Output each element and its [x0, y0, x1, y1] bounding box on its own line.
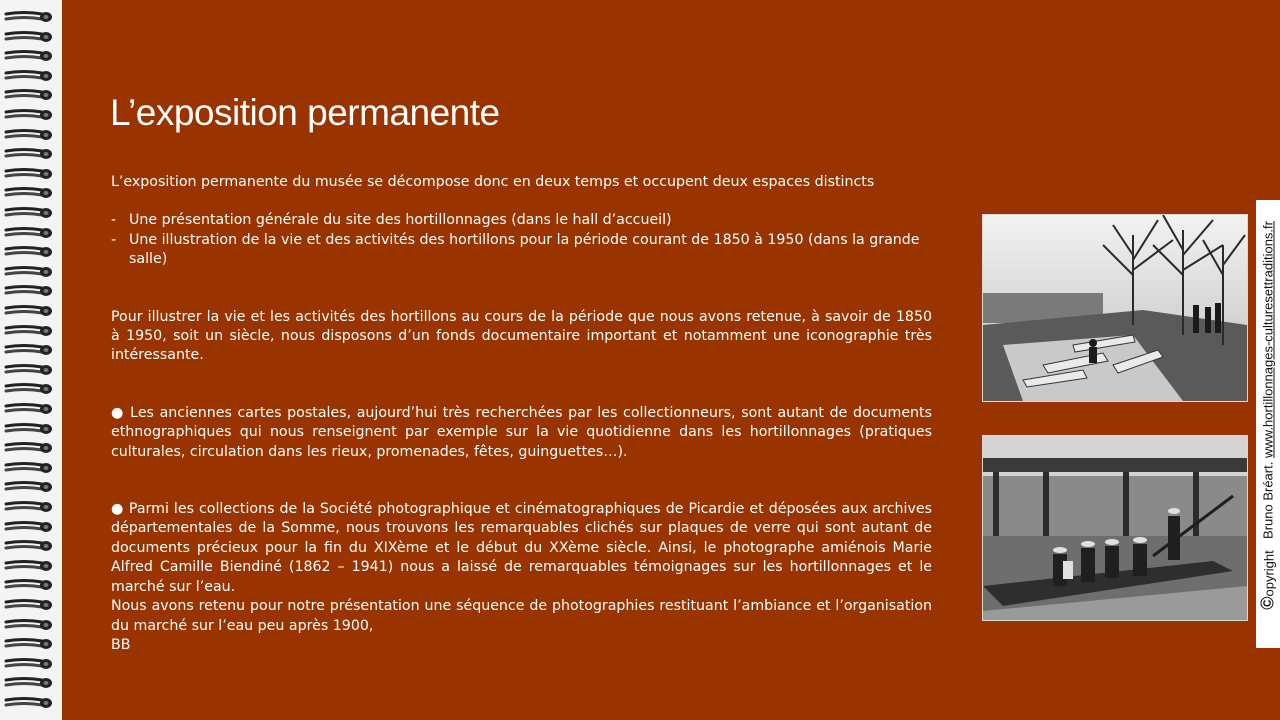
binding-ring [4, 88, 54, 102]
binding-ring [4, 500, 54, 514]
paragraph-selection: Nous avons retenu pour notre présentation une séquence de photographies restituant l’ambiance et l’organisation du marché sur l’eau peu après 1900, [111, 598, 932, 634]
binding-ring [4, 598, 54, 612]
binding-ring [4, 539, 54, 553]
binding-ring [4, 578, 54, 592]
binding-ring [4, 637, 54, 651]
binding-ring [4, 559, 54, 573]
spiral-binding [0, 0, 62, 720]
binding-ring [4, 363, 54, 377]
photo-boats-canal [982, 214, 1248, 402]
binding-ring [4, 480, 54, 494]
credit-website-link[interactable]: www.hortillonnages-culturesettraditions.fr [1260, 221, 1276, 459]
list-item [111, 231, 932, 270]
photo-men-in-boat [982, 435, 1248, 621]
binding-ring [4, 402, 54, 416]
binding-ring [4, 422, 54, 436]
slide-body [111, 173, 932, 655]
credit-author: Bruno Bréart. [1260, 461, 1276, 539]
bullet-marker: - [111, 231, 117, 248]
binding-ring [4, 676, 54, 690]
binding-ring [4, 30, 54, 44]
author-signature: BB [111, 636, 131, 653]
binding-ring [4, 520, 54, 534]
binding-ring [4, 441, 54, 455]
copyright-text: opyright [1261, 550, 1277, 597]
binding-ring [4, 147, 54, 161]
binding-ring [4, 167, 54, 181]
binding-ring [4, 108, 54, 122]
bullet-text: Une illustration de la vie et des activités des hortillons pour la période courant de 1850 à 1950 (dans la grande salle) [129, 231, 920, 268]
slide-title: L’exposition permanente [110, 92, 500, 133]
binding-ring [4, 10, 54, 24]
binding-ring [4, 206, 54, 220]
binding-ring [4, 69, 54, 83]
paragraph-postcards: ● Les anciennes cartes postales, aujourd’hui très recherchées par les collectionneurs, sont autant de documents ethnographiques qui nous renseignent par exemple sur la vie quotidienne dans les hortillonnages (pratiques culturales, circulation dans les rieux, promenades, fêtes, guinguettes…). [111, 404, 932, 460]
copyright-icon: © [1257, 596, 1278, 610]
bullet-marker: - [111, 212, 117, 229]
copyright-label [1258, 550, 1279, 610]
binding-ring [4, 657, 54, 671]
binding-ring [4, 618, 54, 632]
binding-ring [4, 265, 54, 279]
binding-ring [4, 461, 54, 475]
binding-ring [4, 245, 54, 259]
binding-ring [4, 128, 54, 142]
photo-credit [1261, 221, 1276, 539]
binding-ring [4, 324, 54, 338]
list-item [111, 211, 932, 230]
bullet-list [111, 211, 932, 269]
binding-ring [4, 186, 54, 200]
paragraph-period: Pour illustrer la vie et les activités des hortillons au cours de la période que nous avons retenue, à savoir de 1850 à 1950, soit un siècle, nous disposons d’un fonds documentaire important et notamment une iconographie très intéressante. [111, 308, 932, 364]
intro-paragraph: L’exposition permanente du musée se décompose donc en deux temps et occupent deux espaces distincts [111, 174, 875, 190]
paragraph-collections: ● Parmi les collections de la Société photographique et cinématographiques de Picardie et déposées aux archives départementales de la Somme, nous trouvons les remarquables clichés sur plaques de verre qui sont autant de documents précieux pour la fin du XIXème et le début du XXème siècle. Ainsi, le photographe amiénois Marie Alfred Camille Biendiné (1862 – 1941) nous a laissé de remarquables témoignages sur les hortillonnages et le marché sur l’eau. [111, 501, 932, 595]
binding-ring [4, 226, 54, 240]
binding-ring [4, 343, 54, 357]
binding-ring [4, 382, 54, 396]
binding-ring [4, 696, 54, 710]
binding-ring [4, 304, 54, 318]
binding-ring [4, 284, 54, 298]
binding-ring [4, 49, 54, 63]
bullet-text: Une présentation générale du site des hortillonnages (dans le hall d’accueil) [129, 212, 672, 229]
